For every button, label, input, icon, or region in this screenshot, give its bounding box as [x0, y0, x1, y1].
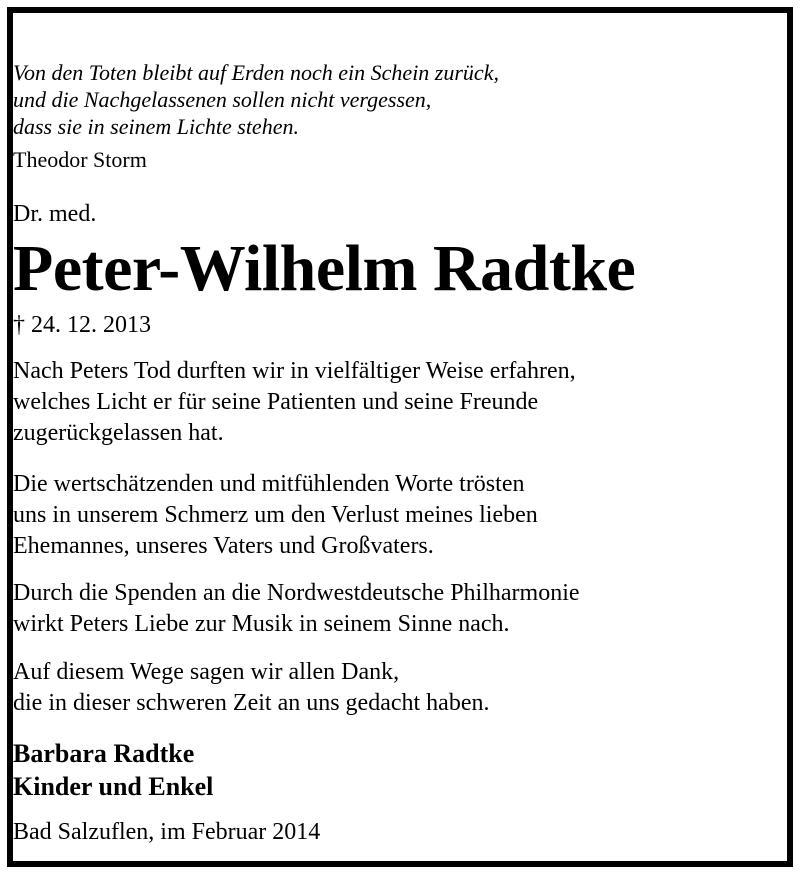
paragraph-line: wirkt Peters Liebe zur Musik in seinem Sinne nach.: [13, 611, 510, 637]
signer-name: Kinder und Enkel: [13, 772, 214, 801]
quote-line: dass sie in seinem Lichte stehen.: [13, 114, 299, 139]
quote-author: Theodor Storm: [13, 147, 147, 172]
paragraph-line: Durch die Spenden an die Nordwestdeutsche Philharmonie: [13, 580, 580, 606]
death-date: † 24. 12. 2013: [13, 312, 151, 338]
signers: [13, 737, 787, 803]
paragraph-line: Die wertschätzenden und mitfühlenden Worte trösten: [13, 471, 525, 497]
signer-name: Barbara Radtke: [13, 739, 195, 768]
paragraph-line: welches Licht er für seine Patienten und seine Freunde: [13, 389, 539, 415]
place-and-date: Bad Salzuflen, im Februar 2014: [13, 819, 321, 845]
paragraph-line: zugerückgelassen hat.: [13, 420, 224, 446]
paragraph-line: Auf diesem Wege sagen wir allen Dank,: [13, 659, 400, 685]
thanks-paragraph: [13, 469, 787, 562]
paragraph-line: uns in unserem Schmerz um den Verlust meines lieben: [13, 502, 538, 528]
thanks-paragraph: [13, 657, 787, 719]
deceased-name: Peter-Wilhelm Radtke: [13, 232, 636, 305]
paragraph-line: Nach Peters Tod durften wir in vielfältiger Weise erfahren,: [13, 358, 576, 384]
thanks-paragraph: [13, 356, 787, 449]
quote-line: und die Nachgelassenen sollen nicht vergessen,: [13, 87, 432, 112]
thanks-paragraph: [13, 578, 787, 640]
quote-line: Von den Toten bleibt auf Erden noch ein Schein zurück,: [13, 60, 499, 85]
epigraph-quote: [13, 59, 787, 140]
obituary-notice: [7, 7, 793, 867]
academic-title: Dr. med.: [13, 201, 97, 227]
paragraph-line: Ehemannes, unseres Vaters und Großvaters.: [13, 533, 434, 559]
paragraph-line: die in dieser schweren Zeit an uns gedacht haben.: [13, 690, 490, 716]
